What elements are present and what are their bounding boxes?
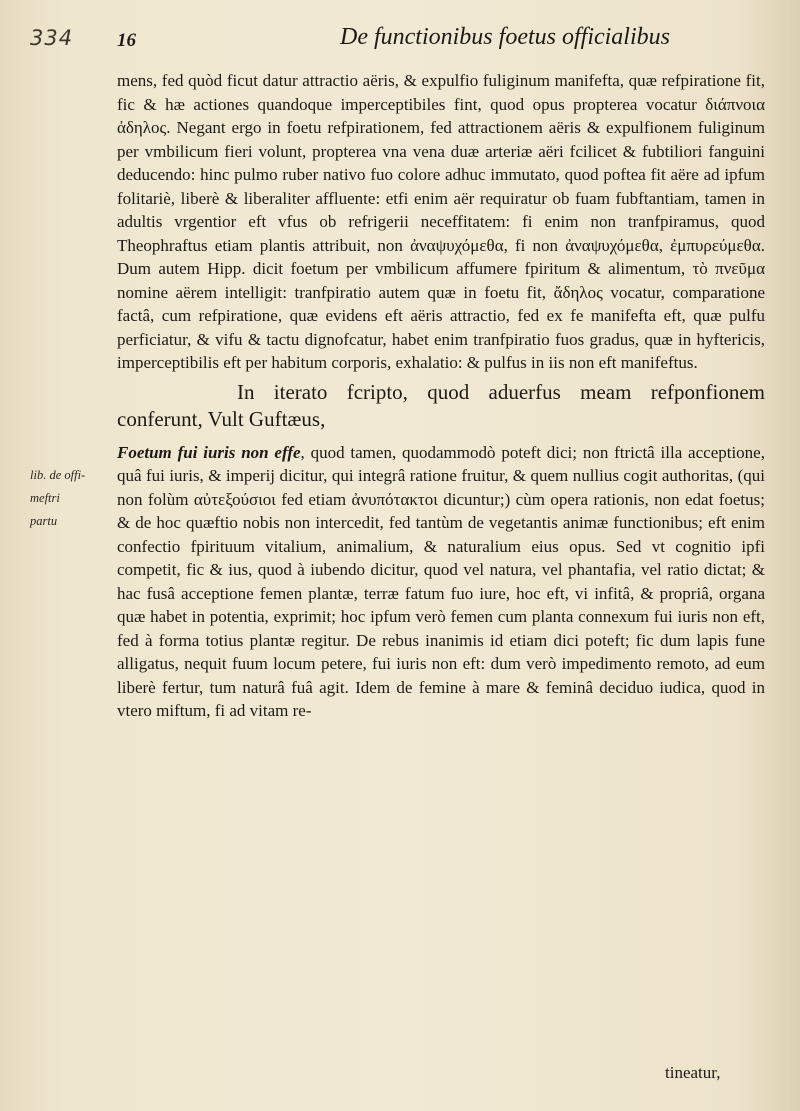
paragraph-2: In iterato fcripto, quod aduerfus meam refponfionem conferunt, Vult Guftæus, <box>117 379 765 431</box>
folio-number: 16 <box>117 30 136 51</box>
paragraph-3 <box>117 441 765 723</box>
catchword: tineatur, <box>665 1063 721 1082</box>
margin-note-1: lib. de offi- <box>30 468 86 482</box>
margin-note-2: meftri partu <box>30 491 60 528</box>
handwritten-page-number: 334 <box>30 26 74 50</box>
paragraph-3-lead-words: Foetum fui iuris non effe <box>117 442 301 462</box>
paragraph-1: mens, fed quòd ficut datur attractio aëris, & expulfio fuliginum manifefta, quæ refpiratione fit, fic & hæ actiones quandoque imperceptibiles fint, quod opus propterea vocatur διάπνοια ἀδηλος. Negant ergo in foetu refpirationem, fed attractionem aëris & expulfionem fuliginum per vmbilicum fieri volunt, propterea vna vena duæ arteriæ aëri fcilicet & fubtiliori fanguini deducendo: hinc pulmo ruber nativo fuo colore adhuc immutato, quod poftea fit aëre ad ipfum folitariè, liberè & liberaliter affluente: etfi enim aër requiratur ob fuam fubftantiam, tamen in adultis vrgentior eft vfus ob refrigerii neceffitatem: fi enim non tranfpiramus, quod Theophraftus etiam plantis attribuit, non ἀναψυχόμεθα, fi non ἀναψυχόμεθα, ἐμπυρεύμεθα. Dum autem Hipp. dicit foetum per vmbilicum affumere fpiritum & alimentum, τὸ πνεῦμα nomine aërem intelligit: tranfpiratio autem quæ in foetu fit, ἄδηλος vocatur, comparatione factâ, cum refpiratione, quæ evidens eft aëris attractio, fed ex fe manifefta eft, quæ pulfu perficiatur, & vifu & tactu dignofcatur, habet enim tranfpiratio fuos gradus, quæ in hyftericis, imperceptibilis eft per habitum corporis, exhalatio: & pulfus in iis non eft manifeftus. <box>117 71 765 372</box>
paragraph-3-body: , quod tamen, quodammodò poteft dici; non ftrictâ illa acceptione, quâ fui iuris, & imperij dicitur, qui integrâ ratione fruitur, & quem nullius cogit authoritas, (qui non folùm αὐτεξούσιοι fed etiam ἀνυπότακτοι dicuntur;) cùm opera rationis, non edat foetus; & de hoc quæftio nobis non intercedit, fed tantùm de vegetantis animæ functionibus; eft enim confectio fpirituum vitalium, animalium, & naturalium eius opus. Sed vt cognitio ipfi competit, fic & ius, quod à iubendo dicitur, quod vel natura, vel phantafia, vel ratio dictat; & hac fusâ acceptione femen plantæ, terræ fatum fuo iure, hoc eft, vi infitâ, & propriâ, organa quæ habet in potentia, exprimit; hoc ipfum verò femen cum planta connexum fui iuris non eft, fed à forma totius plantæ regitur. De rebus inanimis id etiam dici poteft; fic dum lapis fune alligatus, nequit fuum locum petere, fui iuris non eft: dum verò impedimento remoto, ad eum liberè fertur, tum naturâ fuâ agit. Idem de femine à mare & feminâ deciduo iudica, quod in vtero miftum, fi ad vitam re- <box>117 442 765 720</box>
main-text <box>117 69 765 723</box>
running-title: De functionibus foetus officialibus <box>340 24 670 50</box>
